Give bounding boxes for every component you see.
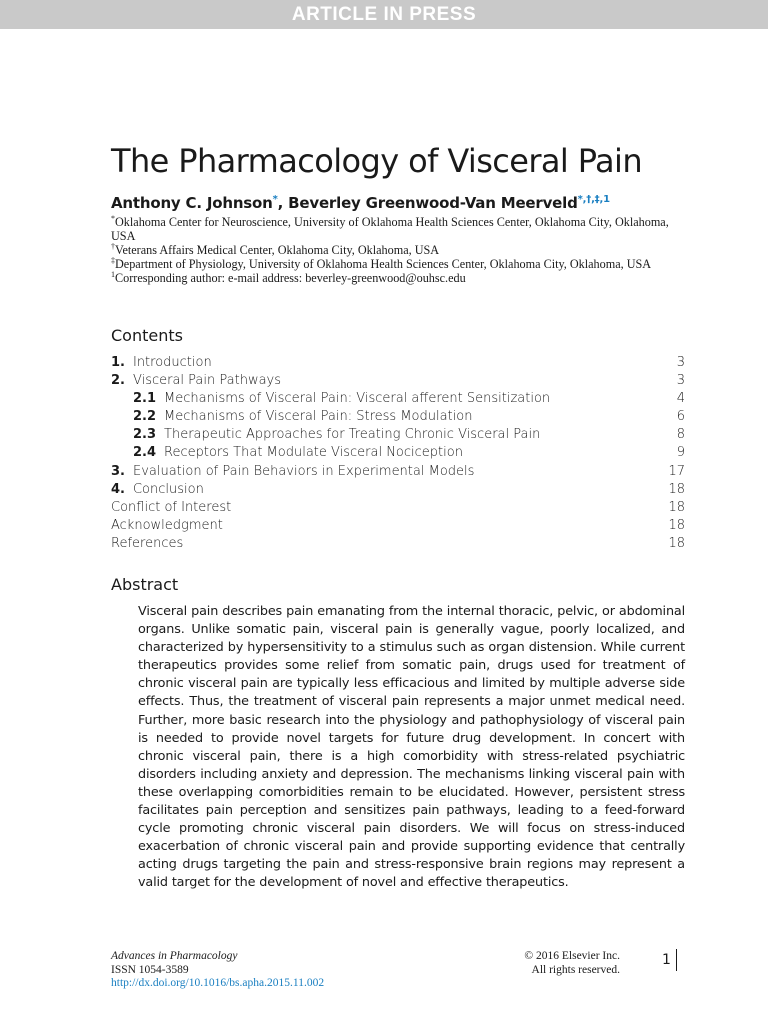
toc-label: Conflict of Interest bbox=[111, 499, 232, 515]
abstract-text: Visceral pain describes pain emanating from the internal thoracic, pelvic, or abdominal organs. Unlike somatic pain, visceral pain is generally vague, poorly localized, and characterized by hypersensitivity to a stimulus such as organ distension. While current therapeutics provides some relief from somatic pain, drugs used for treatment of chronic visceral pain are typically less efficacious and limited by multiple adverse side effects. Thus, the treatment of visceral pain represents a major unmet medical need. Further, more basic research into the physiology and pathophysiology of visceral pain is needed to provide novel targets for future drug development. In concert with chronic visceral pain, there is a high comorbidity with stress-related psychiatric disorders including anxiety and depression. The mechanisms linking visceral pain with these overlapping comorbidities remain to be elucidated. However, persistent stress facilitates pain perception and sensitizes pain pathways, leading to a feed-forward cycle promoting chronic visceral pain disorders. We will focus on stress-induced exacerbation of chronic visceral pain and provide supporting evidence that centrally acting drugs targeting the pain and stress-responsive brain regions may represent a valid target for the development of novel and effective therapeutics. bbox=[138, 604, 685, 891]
affiliations bbox=[111, 215, 681, 285]
toc-item[interactable] bbox=[111, 535, 685, 553]
toc-item[interactable] bbox=[111, 517, 685, 535]
toc-page: 17 bbox=[668, 463, 685, 479]
toc-page: 18 bbox=[668, 535, 685, 551]
article-in-press-banner: ARTICLE IN PRESS bbox=[0, 0, 768, 29]
author-separator: , bbox=[277, 194, 289, 212]
issn: ISSN 1054-3589 bbox=[111, 963, 189, 976]
abstract-heading: Abstract bbox=[111, 575, 179, 594]
toc-page: 3 bbox=[676, 355, 685, 370]
affiliation-mark: * bbox=[111, 213, 115, 223]
footer-publication-info bbox=[111, 950, 324, 991]
affiliation-mark: † bbox=[111, 242, 115, 252]
rights-text: All rights reserved. bbox=[531, 963, 620, 976]
article-title: The Pharmacology of Visceral Pain bbox=[111, 142, 643, 180]
toc-label: Therapeutic Approaches for Treating Chronic Visceral Pain bbox=[164, 427, 541, 443]
footer-copyright bbox=[480, 950, 620, 977]
toc-label: Evaluation of Pain Behaviors in Experimental Models bbox=[132, 463, 475, 479]
toc-page: 18 bbox=[668, 499, 685, 515]
author-affiliation-link[interactable]: * bbox=[272, 194, 278, 205]
toc-number: 2.3 bbox=[133, 427, 157, 443]
toc-page: 4 bbox=[676, 391, 685, 407]
affiliation-text: Veterans Affairs Medical Center, Oklahoma City, Oklahoma, USA bbox=[115, 243, 440, 258]
toc-number: 2. bbox=[111, 373, 125, 389]
toc-subitem[interactable] bbox=[111, 444, 685, 462]
toc-label: Mechanisms of Visceral Pain: Visceral afferent Sensitization bbox=[164, 391, 551, 407]
toc-item[interactable] bbox=[111, 354, 685, 372]
toc-subitem[interactable] bbox=[111, 408, 685, 426]
table-of-contents bbox=[111, 354, 685, 553]
toc-page: 6 bbox=[676, 409, 685, 425]
toc-label: References bbox=[111, 535, 184, 551]
journal-name: Advances in Pharmacology bbox=[111, 950, 238, 962]
toc-label: Visceral Pain Pathways bbox=[132, 373, 282, 389]
toc-page: 9 bbox=[676, 445, 685, 461]
toc-item[interactable] bbox=[111, 499, 685, 517]
toc-subitem[interactable] bbox=[111, 390, 685, 408]
toc-label: Mechanisms of Visceral Pain: Stress Modulation bbox=[164, 409, 473, 425]
toc-number: 1. bbox=[111, 355, 125, 370]
toc-number: 2.1 bbox=[133, 391, 157, 407]
toc-number: 2.4 bbox=[133, 445, 157, 461]
author-name: Anthony C. Johnson bbox=[111, 194, 273, 212]
author-line bbox=[111, 194, 610, 212]
author-name: Beverley Greenwood-Van Meerveld bbox=[288, 194, 578, 212]
contents-heading: Contents bbox=[111, 326, 183, 345]
affiliation bbox=[111, 243, 681, 257]
toc-number: 3. bbox=[111, 463, 125, 479]
affiliation-text: Oklahoma Center for Neuroscience, University of Oklahoma Health Sciences Center, Oklahoma City, Oklahoma, USA bbox=[111, 215, 669, 244]
toc-label: Introduction bbox=[132, 355, 212, 370]
toc-item[interactable] bbox=[111, 463, 685, 481]
toc-item[interactable] bbox=[111, 481, 685, 499]
toc-subitem[interactable] bbox=[111, 426, 685, 444]
corresponding-author-text: Corresponding author: e-mail address: beverley-greenwood@ouhsc.edu bbox=[115, 271, 466, 286]
doi-link[interactable]: http://dx.doi.org/10.1016/bs.apha.2015.11.002 bbox=[111, 977, 325, 989]
toc-label: Receptors That Modulate Visceral Nociception bbox=[164, 445, 463, 461]
toc-page: 18 bbox=[668, 481, 685, 497]
affiliation bbox=[111, 257, 681, 271]
affiliation bbox=[111, 215, 681, 243]
page-number: 1 bbox=[662, 949, 677, 971]
toc-item[interactable] bbox=[111, 372, 685, 390]
affiliation-text: Department of Physiology, University of Oklahoma Health Sciences Center, Oklahoma City, Oklahoma, USA bbox=[115, 257, 652, 272]
toc-page: 18 bbox=[668, 517, 685, 533]
affiliation-mark: 1 bbox=[111, 270, 115, 280]
toc-label: Acknowledgment bbox=[111, 517, 223, 533]
toc-label: Conclusion bbox=[132, 481, 204, 497]
corresponding-author bbox=[111, 271, 681, 285]
toc-number: 2.2 bbox=[133, 409, 157, 425]
toc-page: 3 bbox=[676, 373, 685, 389]
affiliation-mark: ‡ bbox=[111, 256, 115, 266]
copyright-text: © 2016 Elsevier Inc. bbox=[524, 950, 620, 962]
toc-number: 4. bbox=[111, 481, 125, 497]
toc-page: 8 bbox=[676, 427, 685, 443]
author-affiliation-link[interactable]: *,†,‡,1 bbox=[577, 194, 610, 205]
